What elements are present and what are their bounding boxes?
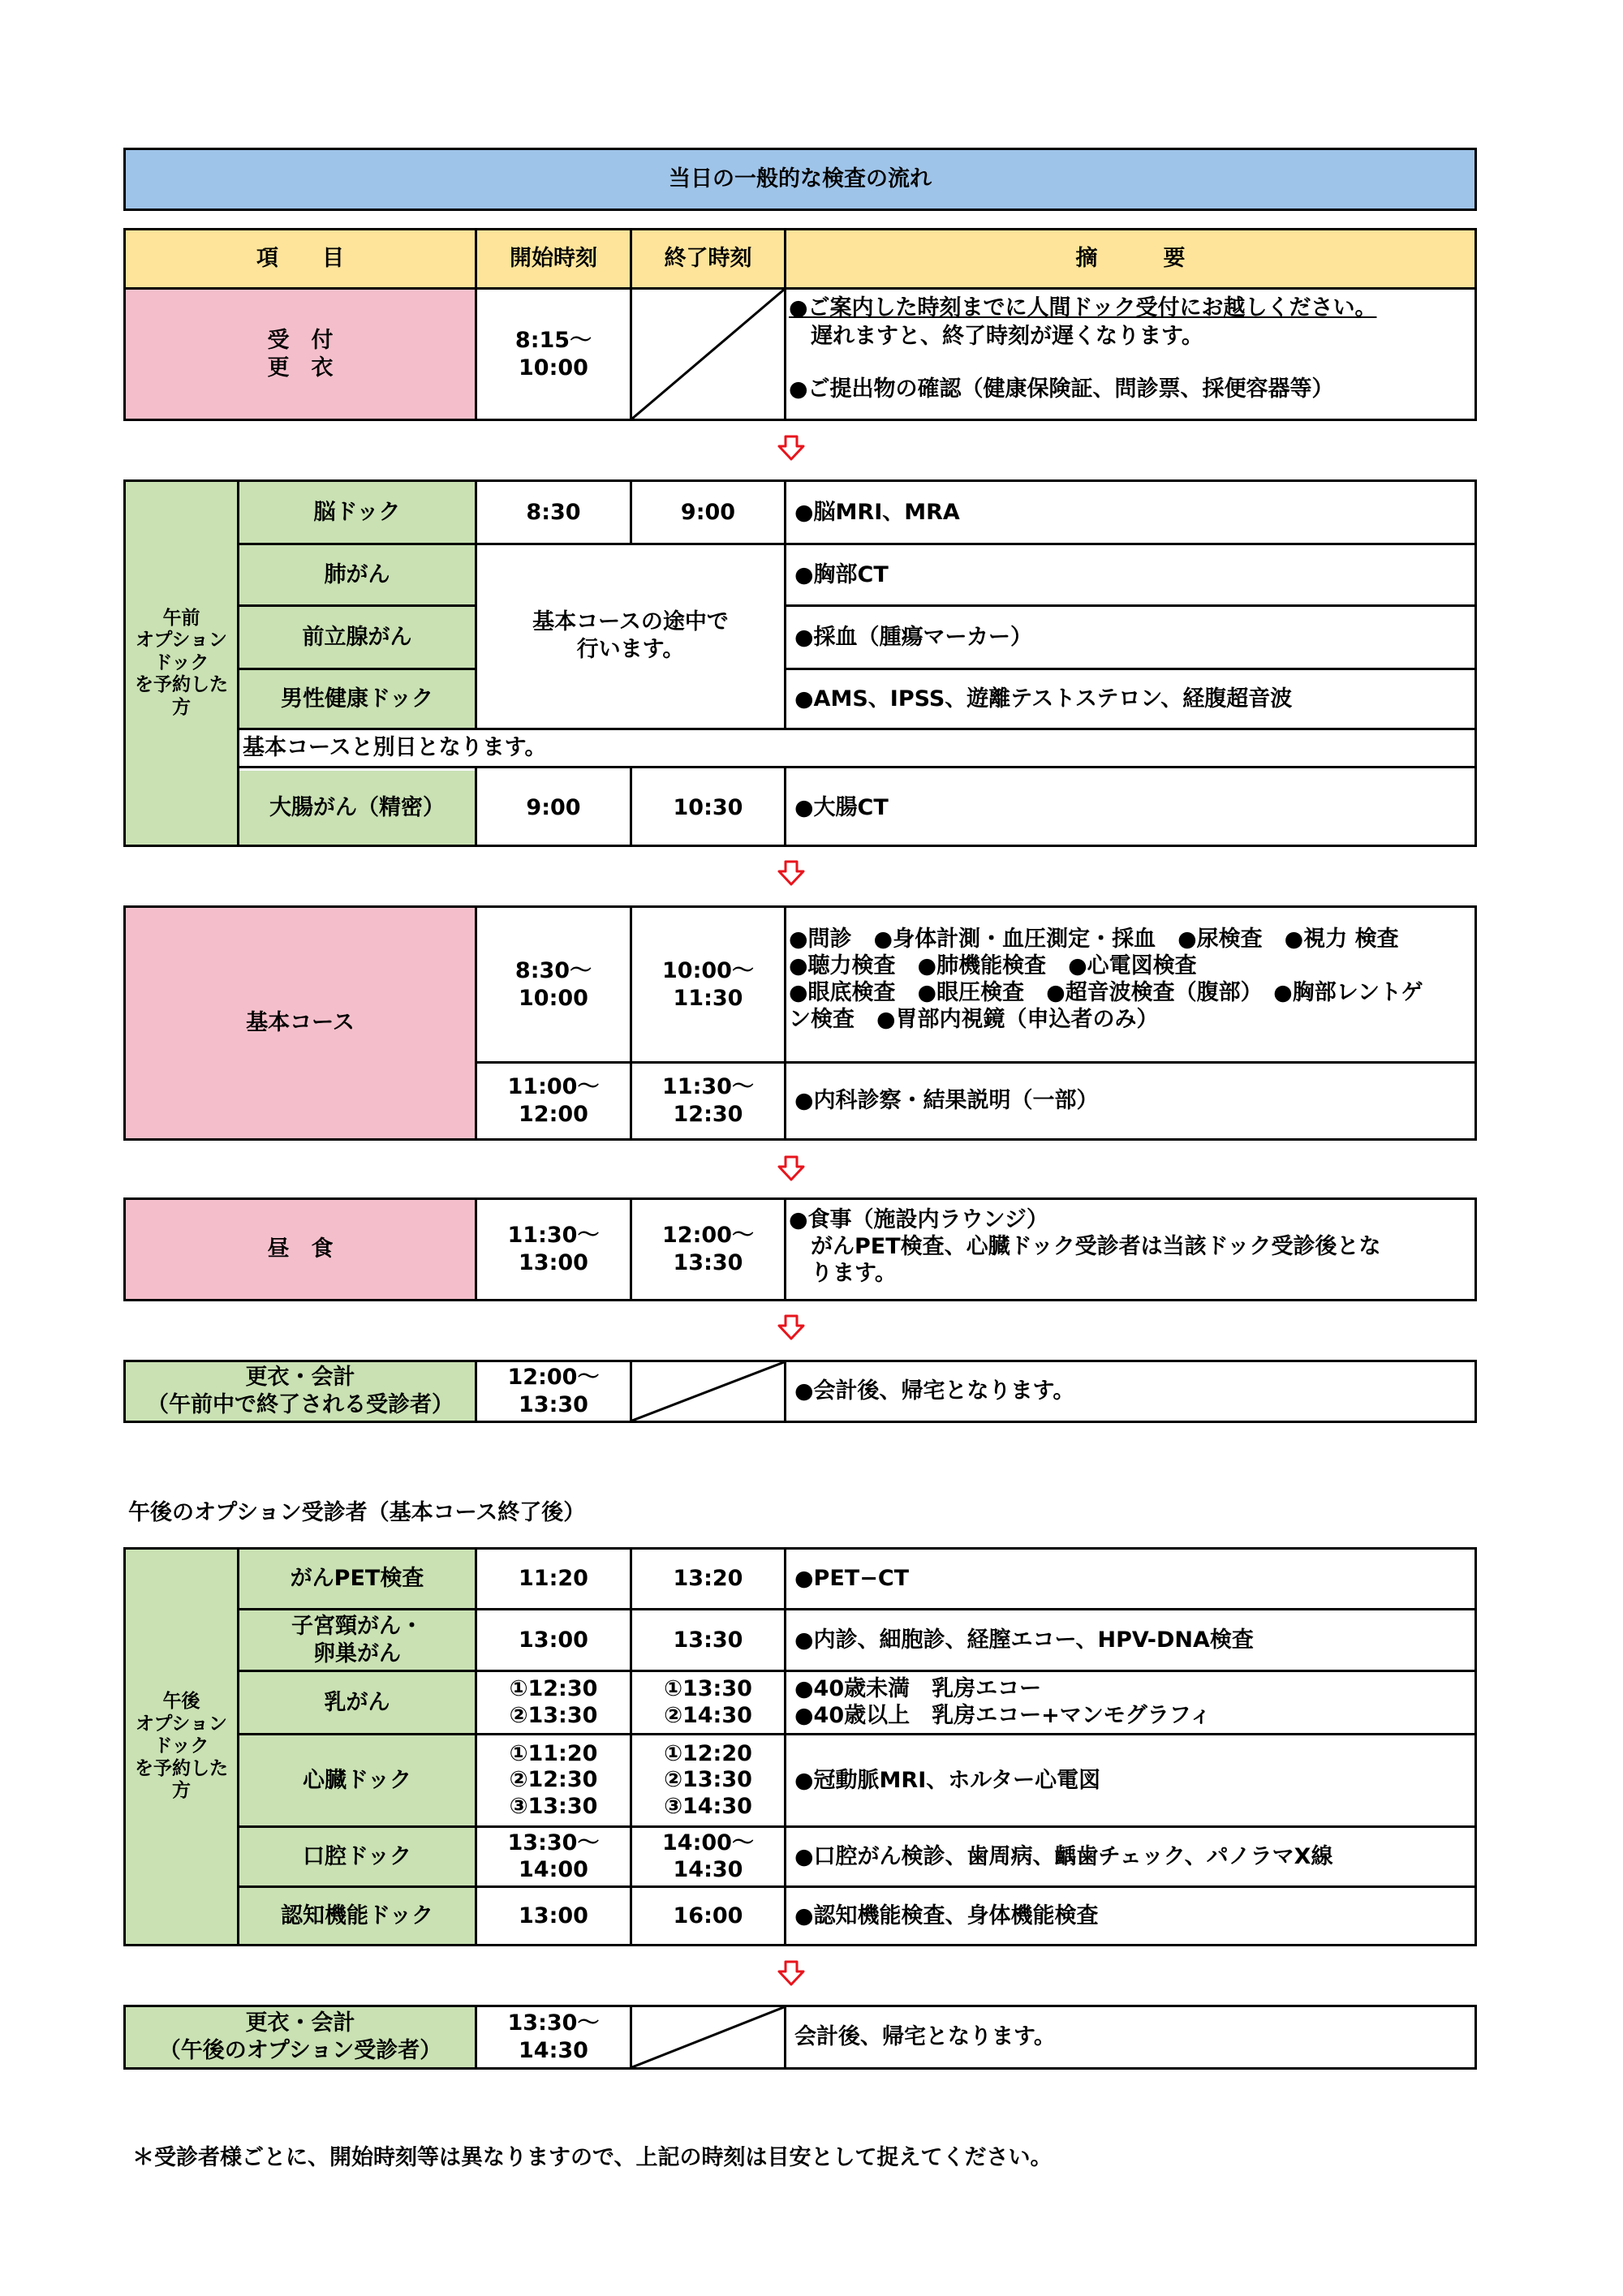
- basic-end-1: 10:00〜 11:30: [662, 957, 754, 1011]
- pm-option-summary: ●冠動脈MRI、ホルター心電図: [794, 1767, 1101, 1793]
- pm-option-end: 16:00: [673, 1903, 743, 1928]
- pm-option-summary: ●40歳未満 乳房エコー ●40歳以上 乳房エコー+マンモグラフィ: [794, 1676, 1212, 1728]
- down-arrow-icon: [777, 435, 805, 461]
- am-option-summary: ●AMS、IPSS、遊離テストステロン、経腹超音波: [794, 686, 1293, 712]
- basic-start-2: 11:00〜 12:00: [507, 1074, 600, 1127]
- checkout-pm-label: 更衣・会計 （午後のオプション受診者）: [158, 2010, 442, 2063]
- pm-options-heading: 午後のオプション受診者（基本コース終了後）: [128, 1500, 586, 1525]
- lunch-label: 昼 食: [267, 1236, 334, 1262]
- basic-summary-line: ン検査 ●胃部内視鏡（申込者のみ）: [789, 1006, 1159, 1032]
- pm-option-end: 14:00〜 14:30: [662, 1830, 754, 1882]
- pm-option-start: 13:30〜 14:00: [507, 1830, 600, 1882]
- am-option-summary: ●採血（腫瘍マーカー）: [794, 624, 1033, 650]
- pm-option-name: 口腔ドック: [303, 1843, 411, 1869]
- am-option-end: 10:30: [673, 794, 743, 820]
- am-option-summary: ●脳MRI、MRA: [794, 499, 960, 525]
- reception-label: 受 付 更 衣: [267, 327, 334, 381]
- am-option-name: 男性健康ドック: [281, 686, 433, 712]
- pm-option-end: ①13:30 ②14:30: [664, 1676, 752, 1728]
- footnote: ＊受診者様ごとに、開始時刻等は異なりますので、上記の時刻は目安として捉えてください。: [132, 2145, 1053, 2170]
- reception-start: 8:15〜 10:00: [514, 327, 592, 381]
- am-option-start: 9:00: [526, 794, 581, 820]
- header-start: 開始時刻: [510, 246, 597, 272]
- am-group-label: 午前 オプション ドック を予約した 方: [135, 607, 228, 718]
- checkout-pm-summary: 会計後、帰宅となります。: [794, 2024, 1056, 2050]
- pm-option-summary: ●内診、細胞診、経膣エコー、HPV-DNA検査: [794, 1627, 1254, 1653]
- lunch-summary: [789, 1207, 1474, 1288]
- checkout-pm-start: 13:30〜 14:30: [507, 2010, 600, 2063]
- am-option-name: 前立腺がん: [302, 624, 412, 650]
- pm-option-end: ①12:20 ②13:30 ③14:30: [664, 1740, 752, 1819]
- lunch-summary-line: ります。: [789, 1260, 897, 1286]
- pm-option-summary: ●認知機能検査、身体機能検査: [794, 1903, 1099, 1928]
- basic-start-1: 8:30〜 10:00: [514, 957, 592, 1011]
- not-applicable-slash: [632, 2007, 784, 2067]
- basic-summary-1: [789, 927, 1474, 1034]
- header-summary: 摘 要: [1075, 246, 1186, 272]
- merged-time-note: 基本コースの途中で 行います。: [532, 609, 729, 662]
- pm-option-start: ①11:20 ②12:30 ③13:30: [509, 1740, 598, 1819]
- pm-option-end: 13:20: [673, 1566, 743, 1592]
- lunch-start: 11:30〜 13:00: [507, 1223, 600, 1275]
- pm-group-label: 午後 オプション ドック を予約した 方: [135, 1691, 228, 1802]
- pm-option-start: 13:00: [519, 1903, 588, 1928]
- separate-day-note: 基本コースと別日となります。: [243, 735, 547, 761]
- reception-note-2: 遅れますと、終了時刻が遅くなります。: [789, 324, 1203, 350]
- basic-end-2: 11:30〜 12:30: [662, 1074, 754, 1127]
- pm-option-name: 心臓ドック: [303, 1767, 411, 1793]
- pm-option-summary: ●PET−CT: [794, 1566, 910, 1592]
- header-end: 終了時刻: [664, 246, 752, 272]
- am-option-name: 肺がん: [324, 561, 390, 587]
- basic-summary-line: ●聴力検査 ●肺機能検査 ●心電図検査: [789, 952, 1197, 978]
- down-arrow-icon: [777, 1155, 805, 1181]
- checkout-am-summary: ●会計後、帰宅となります。: [794, 1378, 1075, 1404]
- not-applicable-slash: [632, 290, 784, 419]
- pm-option-name: がんPET検査: [290, 1566, 424, 1592]
- reception-notes: [789, 294, 1470, 403]
- am-option-end: 9:00: [680, 499, 736, 525]
- lunch-end: 12:00〜 13:30: [662, 1223, 754, 1275]
- down-arrow-icon: [777, 860, 805, 886]
- pm-option-end: 13:30: [673, 1627, 743, 1653]
- pm-option-name: 認知機能ドック: [281, 1903, 433, 1928]
- lunch-summary-line: がんPET検査、心臓ドック受診者は当該ドック受診後とな: [789, 1233, 1381, 1259]
- pm-option-name: 乳がん: [324, 1689, 390, 1715]
- lunch-summary-line: ●食事（施設内ラウンジ）: [789, 1207, 1048, 1232]
- am-option-name: 大腸がん（精密）: [269, 794, 445, 820]
- not-applicable-slash: [632, 1362, 784, 1421]
- reception-note-1: ●ご案内した時刻までに人間ドック受付にお越しください。: [789, 295, 1377, 320]
- pm-option-name: 子宮頸がん・ 卵巣がん: [291, 1613, 423, 1666]
- am-option-start: 8:30: [526, 499, 581, 525]
- pm-option-start: 13:00: [519, 1627, 588, 1653]
- am-option-summary: ●胸部CT: [794, 561, 889, 587]
- pm-option-start: ①12:30 ②13:30: [509, 1676, 598, 1728]
- down-arrow-icon: [777, 1314, 805, 1340]
- basic-summary-line: ●眼底検査 ●眼圧検査 ●超音波検査（腹部） ●胸部レントゲ: [789, 979, 1423, 1005]
- basic-summary-2: ●内科診察・結果説明（一部）: [794, 1088, 1099, 1114]
- basic-course-label: 基本コース: [246, 1010, 355, 1036]
- pm-option-summary: ●口腔がん検診、歯周病、齲歯チェック、パノラマX線: [794, 1843, 1333, 1869]
- am-option-name: 脳ドック: [313, 499, 401, 525]
- reception-note-3: ●ご提出物の確認（健康保険証、問診票、採便容器等）: [789, 376, 1334, 402]
- page-title: 当日の一般的な検査の流れ: [669, 166, 932, 192]
- checkout-am-label: 更衣・会計 （午前中で終了される受診者）: [147, 1365, 454, 1417]
- basic-summary-line: ●問診 ●身体計測・血圧測定・採血 ●尿検査 ●視力 検査: [789, 927, 1399, 952]
- header-item: 項 目: [256, 246, 344, 272]
- pm-option-start: 11:20: [519, 1566, 588, 1592]
- checkout-am-start: 12:00〜 13:30: [507, 1365, 600, 1417]
- down-arrow-icon: [777, 1960, 805, 1986]
- am-option-summary: ●大腸CT: [794, 794, 889, 820]
